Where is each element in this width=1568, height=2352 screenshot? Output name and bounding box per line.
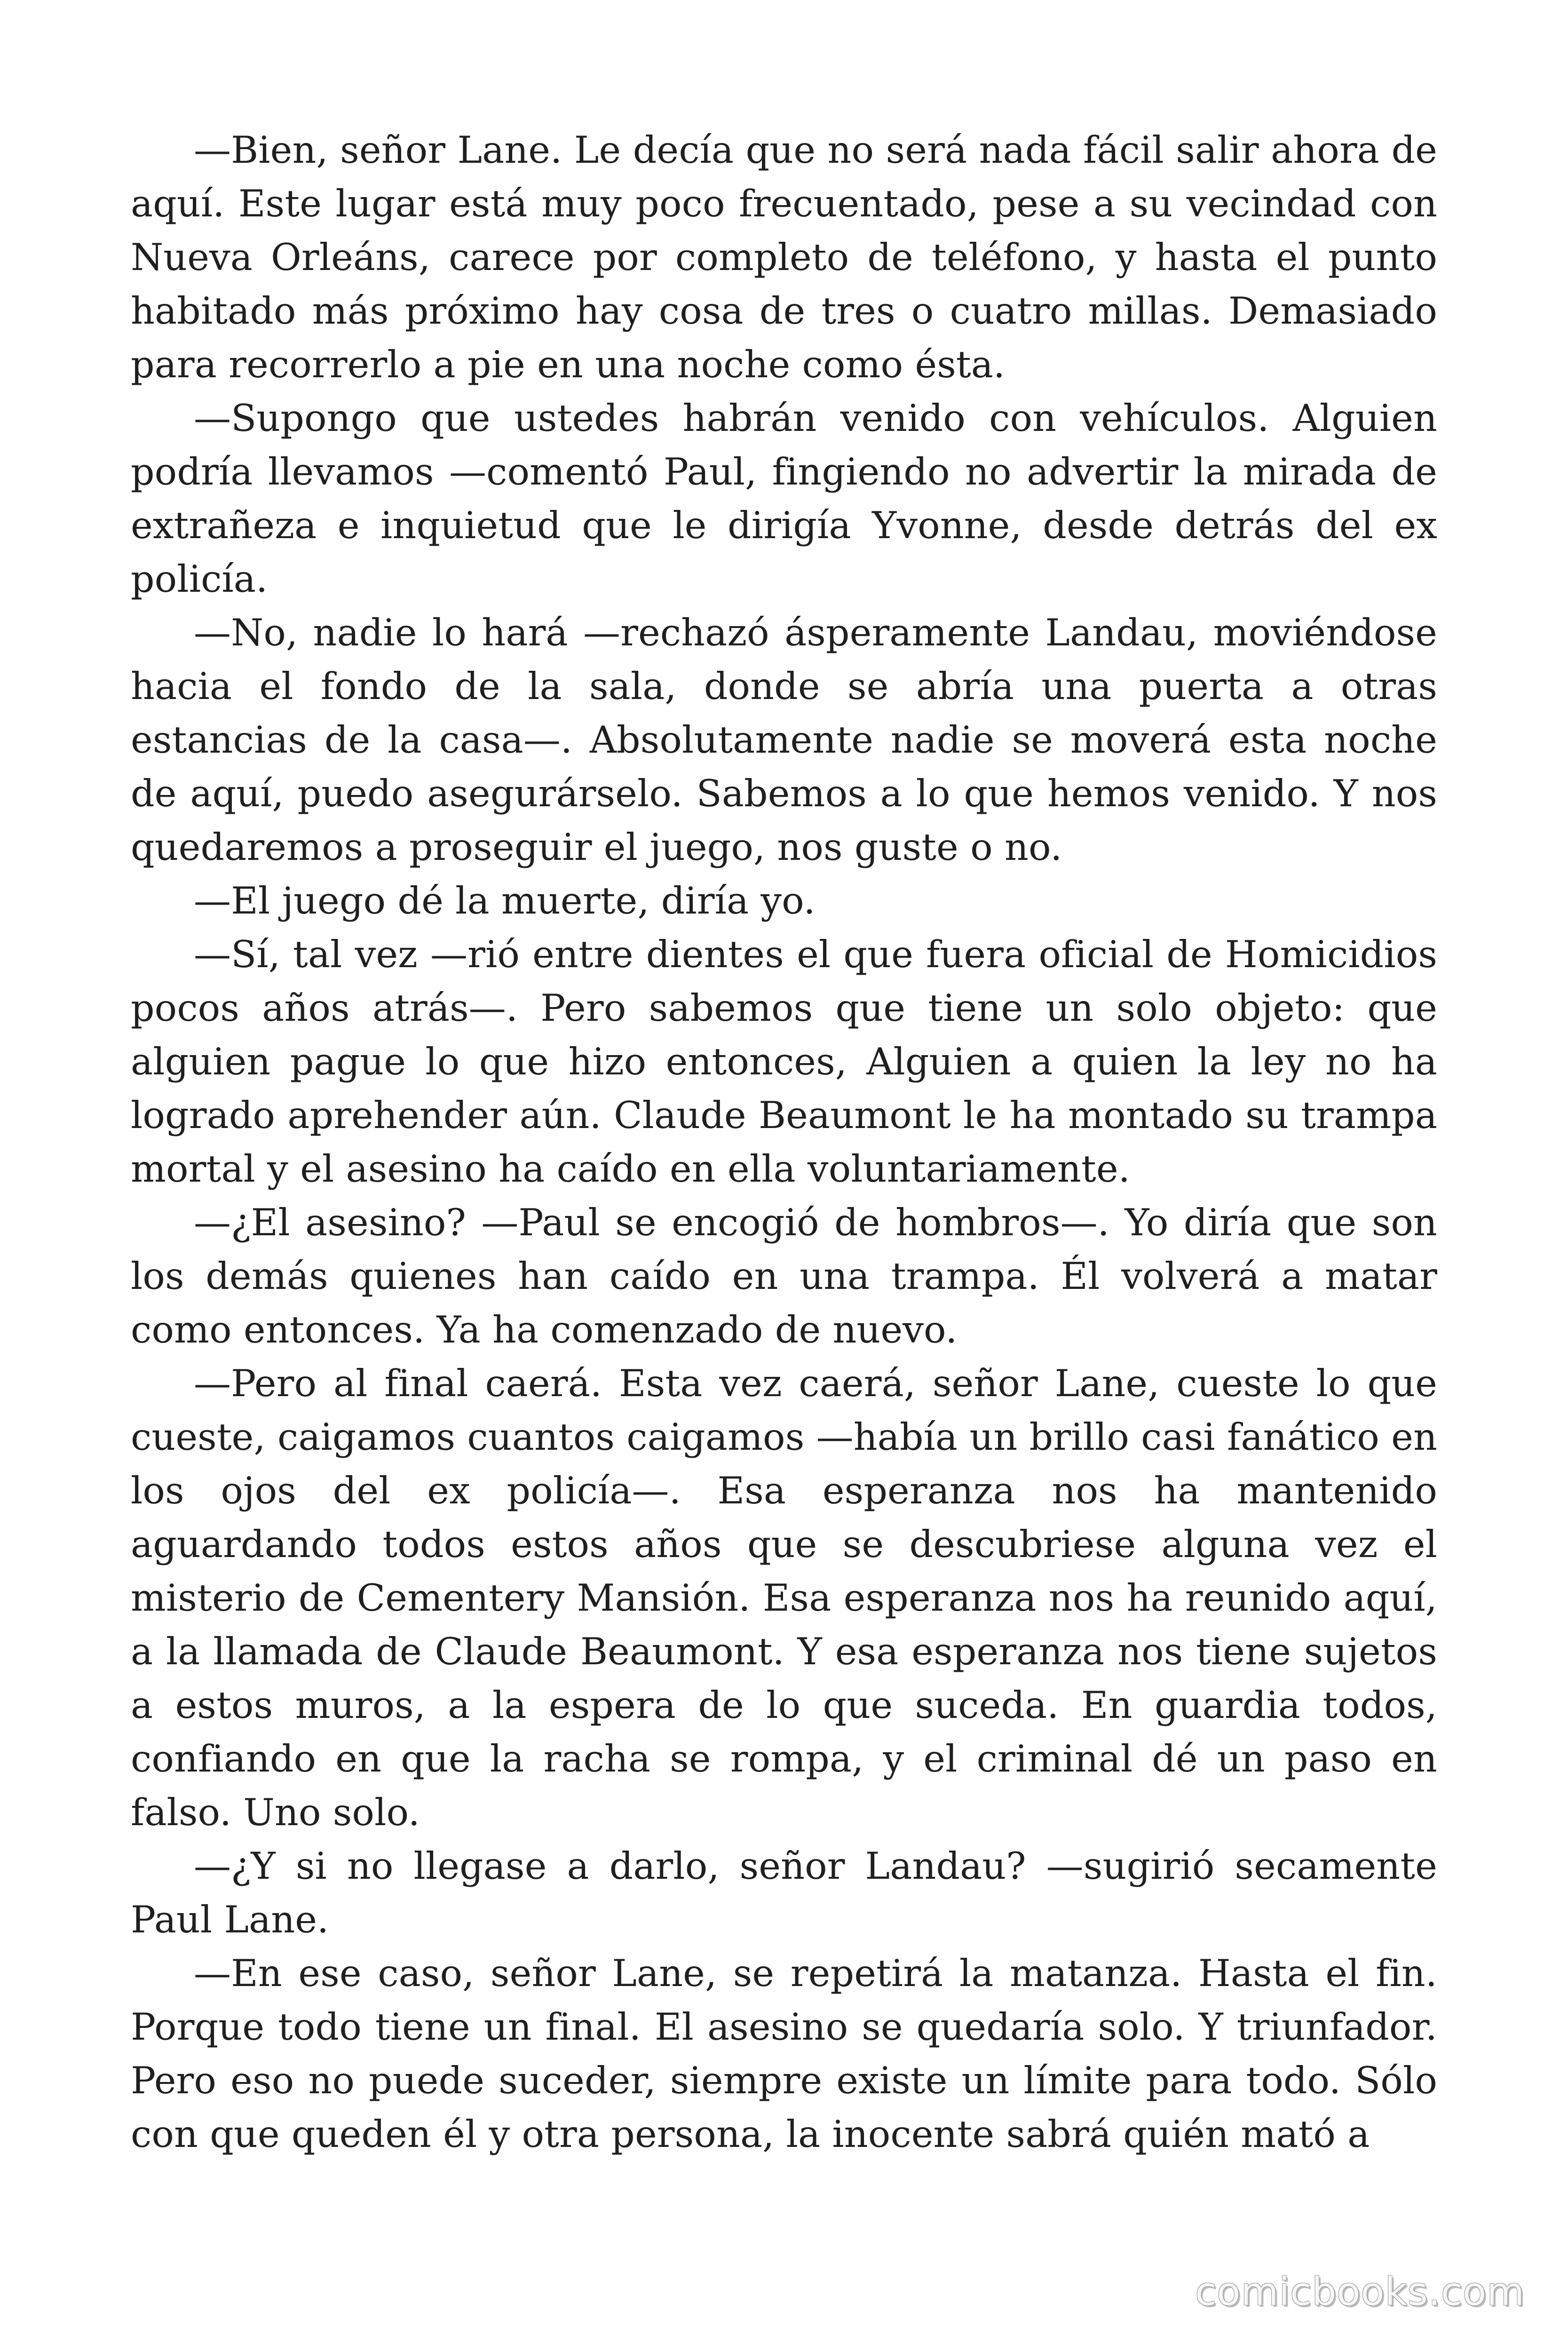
body-text <box>131 123 1437 2161</box>
paragraph-4: —El juego dé la muerte, diría yo. <box>194 879 816 922</box>
watermark-logo: comicbooks.com <box>1195 2270 1525 2314</box>
paragraph-2: —Supongo que ustedes habrán venido con vehículos. Alguien podría llevamos —comentó Paul, fingiendo no advertir la mirada de extrañeza e inquietud que le dirigía Yvonne, desde detrás del ex policía. <box>131 397 1437 601</box>
paragraph-6: —¿El asesino? —Paul se encogió de hombros—. Yo diría que son los demás quienes han caído en una trampa. Él volverá a matar como entonces. Ya ha comenzado de nuevo. <box>131 1201 1437 1351</box>
paragraph-9: —En ese caso, señor Lane, se repetirá la matanza. Hasta el fin. Porque todo tiene un final. El asesino se quedaría solo. Y triunfador. Pero eso no puede suceder, siempre existe un límite para todo. Sólo con que queden él y otra persona, la inocente sabrá quién mató a <box>131 1952 1437 2156</box>
paragraph-8: —¿Y si no llegase a darlo, señor Landau? —sugirió secamente Paul Lane. <box>131 1844 1437 1941</box>
paragraph-5: —Sí, tal vez —rió entre dientes el que fuera oficial de Homicidios pocos años atrás—. Pero sabemos que tiene un solo objeto: que alguien pague lo que hizo entonces, Alguien a quien la ley no ha logrado aprehender aún. Claude Beaumont le ha montado su trampa mortal y el asesino ha caído en ella voluntariamente. <box>131 933 1437 1191</box>
paragraph-7: —Pero al final caerá. Esta vez caerá, señor Lane, cueste lo que cueste, caigamos cuantos caigamos —había un brillo casi fanático en los ojos del ex policía—. Esa esperanza nos ha mantenido aguardando todos estos años que se descubriese alguna vez el misterio de Cementery Mansión. Esa esperanza nos ha reunido aquí, a la llamada de Claude Beaumont. Y esa esperanza nos tiene sujetos a estos muros, a la espera de lo que suceda. En guardia todos, confiando en que la racha se rompa, y el criminal dé un paso en falso. Uno solo. <box>131 1362 1437 1834</box>
paragraph-3: —No, nadie lo hará —rechazó ásperamente Landau, moviéndose hacia el fondo de la sala, donde se abría una puerta a otras estancias de la casa—. Absolutamente nadie se moverá esta noche de aquí, puedo asegurárselo. Sabemos a lo que hemos venido. Y nos quedaremos a proseguir el juego, nos guste o no. <box>131 611 1437 869</box>
paragraph-1: —Bien, señor Lane. Le decía que no será nada fácil salir ahora de aquí. Este lugar está muy poco frecuentado, pese a su vecindad con Nueva Orleáns, carece por completo de teléfono, y hasta el punto habitado más próximo hay cosa de tres o cuatro millas. Demasiado para recorrerlo a pie en una noche como ésta. <box>131 128 1437 386</box>
